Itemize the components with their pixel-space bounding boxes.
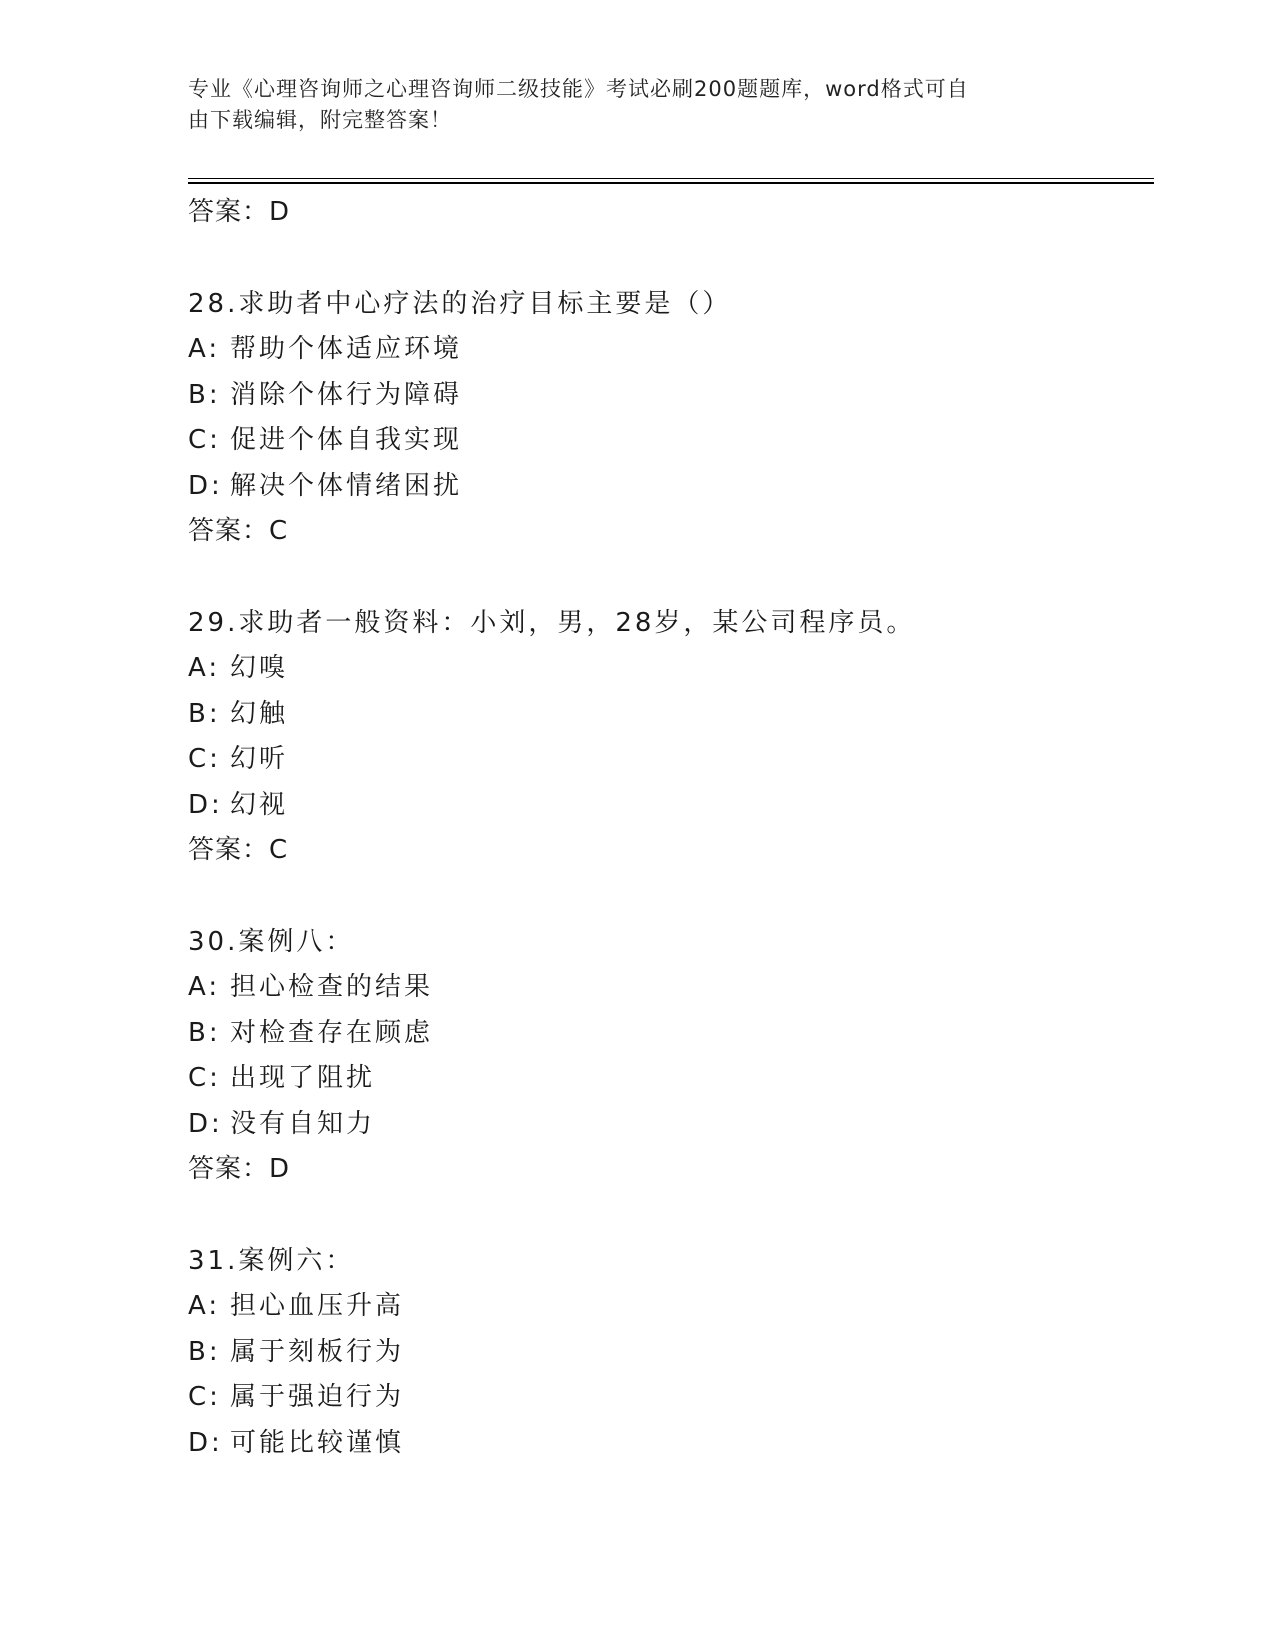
option-label: A: — [188, 334, 221, 364]
option-a — [188, 965, 1148, 1011]
spacer — [188, 1193, 1148, 1239]
option-c — [188, 1056, 1148, 1102]
option-text: 担心血压升高 — [230, 1291, 405, 1321]
option-text: 担心检查的结果 — [230, 972, 434, 1002]
option-label: D: — [188, 1108, 223, 1139]
answer-line: 答案：C — [188, 835, 289, 865]
option-text: 出现了阻扰 — [230, 1063, 376, 1093]
option-label: B: — [188, 1017, 221, 1048]
option-b — [188, 692, 1148, 738]
option-label: A: — [188, 653, 221, 683]
option-a — [188, 327, 1148, 373]
option-b — [188, 373, 1148, 419]
option-d — [188, 1102, 1148, 1148]
question-stem: 30.案例八： — [188, 926, 355, 957]
option-b — [188, 1330, 1148, 1376]
question-stem: 28.求助者中心疗法的治疗目标主要是（） — [188, 288, 732, 319]
spacer — [188, 555, 1148, 601]
option-d — [188, 783, 1148, 829]
option-d — [188, 464, 1148, 510]
option-label: D: — [188, 1427, 223, 1458]
option-c — [188, 418, 1148, 464]
question-item — [188, 282, 1148, 555]
option-label: C: — [188, 1382, 221, 1412]
option-label: B: — [188, 379, 221, 410]
option-label: A: — [188, 972, 221, 1002]
question-item — [188, 601, 1148, 874]
option-text: 没有自知力 — [230, 1108, 376, 1139]
option-label: C: — [188, 744, 221, 774]
option-label: D: — [188, 789, 223, 820]
option-text: 可能比较谨慎 — [230, 1427, 405, 1458]
option-a — [188, 646, 1148, 692]
option-label: B: — [188, 698, 221, 729]
question-list — [188, 190, 1148, 1466]
option-c — [188, 737, 1148, 783]
option-text: 属于刻板行为 — [230, 1336, 405, 1367]
option-label: C: — [188, 425, 221, 455]
option-text: 幻听 — [230, 744, 289, 774]
option-label: B: — [188, 1336, 221, 1367]
question-stem: 31.案例六： — [188, 1245, 355, 1276]
option-text: 帮助个体适应环境 — [230, 334, 463, 364]
option-text: 幻嗅 — [230, 653, 289, 683]
option-d — [188, 1421, 1148, 1467]
option-label: C: — [188, 1063, 221, 1093]
option-text: 幻视 — [230, 789, 289, 820]
header-line-2: 由下载编辑，附完整答案！ — [188, 108, 452, 132]
option-c — [188, 1375, 1148, 1421]
answer-line: 答案：D — [188, 197, 291, 227]
question-stem: 29.求助者一般资料：小刘，男，28岁，某公司程序员。 — [188, 607, 916, 638]
option-text: 对检查存在顾虑 — [230, 1017, 434, 1048]
question-item — [188, 1239, 1148, 1467]
option-text: 促进个体自我实现 — [230, 425, 463, 455]
option-b — [188, 1011, 1148, 1057]
spacer — [188, 236, 1148, 282]
header-line-1: 专业《心理咨询师之心理咨询师二级技能》考试必刷200题题库，word格式可自 — [188, 77, 969, 101]
option-text: 幻触 — [230, 698, 289, 729]
option-text: 消除个体行为障碍 — [230, 379, 463, 410]
answer-line: 答案：C — [188, 516, 289, 546]
spacer — [188, 874, 1148, 920]
header-divider-thick — [188, 182, 1154, 184]
option-label: D: — [188, 470, 223, 501]
option-label: A: — [188, 1291, 221, 1321]
page-header — [188, 74, 1068, 136]
option-text: 解决个体情绪困扰 — [230, 470, 463, 501]
question-item — [188, 920, 1148, 1193]
option-text: 属于强迫行为 — [230, 1382, 405, 1412]
answer-line: 答案：D — [188, 1154, 291, 1184]
header-divider — [188, 178, 1154, 179]
option-a — [188, 1284, 1148, 1330]
